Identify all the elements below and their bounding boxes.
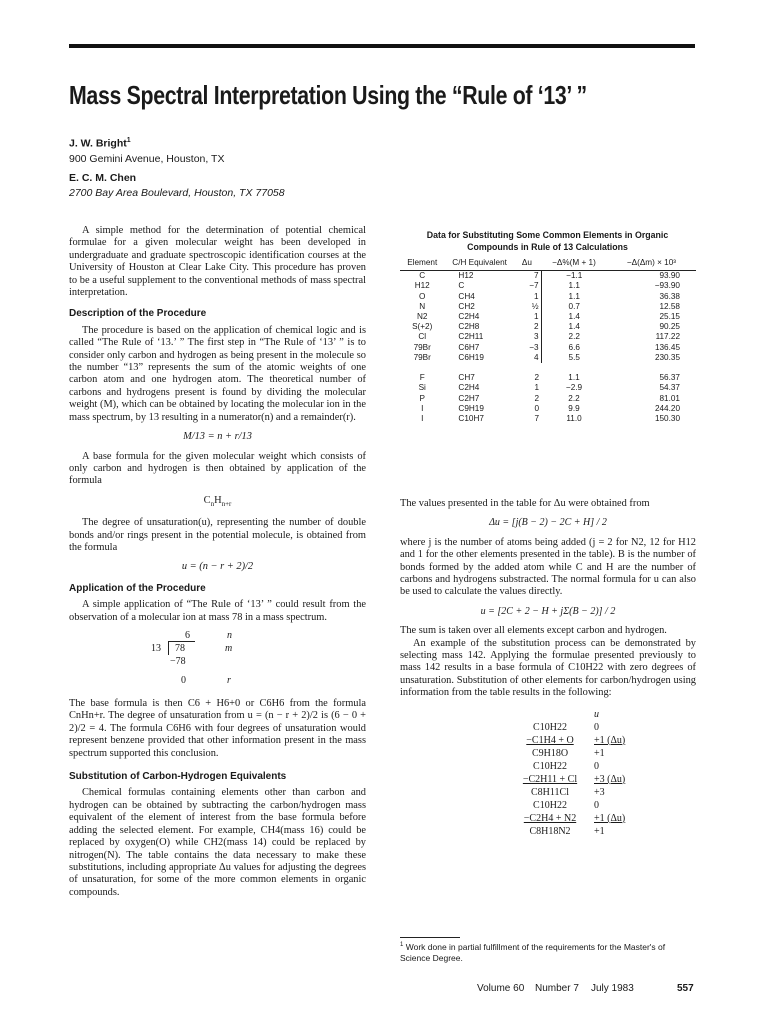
table-row	[400, 383, 696, 393]
cell-delta-dm: 244.20	[654, 403, 680, 413]
cell-element: F	[419, 373, 425, 383]
article-title: Mass Spectral Interpretation Using the “Rule of ‘13’ ”	[69, 80, 587, 110]
table-row	[400, 281, 696, 291]
division-quotient: 6	[185, 630, 190, 642]
substitution-row	[510, 812, 696, 825]
table-caption: Data for Substituting Some Common Elements in Organic Compounds in Rule of 13 Calculations	[426, 230, 669, 252]
substitution-example	[510, 708, 696, 838]
cell-delta-u: 2	[534, 393, 540, 403]
substitution-u-value: +3 (Δu)	[594, 773, 626, 785]
footer-volume: Volume 60	[477, 983, 525, 994]
left-column	[69, 225, 366, 899]
cell-ch-equivalent: C6H19	[458, 352, 484, 362]
cell-delta-m1: 11.0	[566, 414, 582, 424]
substitution-row	[510, 721, 696, 734]
author-2: E. C. M. Chen	[69, 172, 137, 184]
substitution-row	[510, 760, 696, 773]
cell-ch-equivalent: C2H4	[458, 383, 480, 393]
cell-delta-m1: 1.1	[568, 291, 580, 301]
substitution-head-u: u	[594, 708, 599, 720]
cell-ch-equivalent: C2H8	[458, 322, 480, 332]
equation-delta-u: Δu = [j(B − 2) − 2C + H] / 2	[489, 517, 607, 529]
equation-unsaturation: u = (n − r + 2)/2	[181, 561, 254, 573]
cell-delta-dm: 81.01	[659, 393, 680, 403]
address-2: 2700 Bay Area Boulevard, Houston, TX 77058	[69, 187, 285, 199]
description-paragraph: The procedure is based on the application of chemical logic and is called “The Rule of ‘13.’ ” The first step in “The Rule of ‘13’ ” is to consider only carbon and hydrogen as being present in the molecule so the number “13” represents the sum of the atomic weights of one carbon atom and one hydrogen atom. The theoretical number of carbons and hydrogens present is found by dividing the molecular weight (M), which can be obtained by locating the molecular ion in the mass spectrum, by 13 resulting in a numerator(n) and a remainder(r).	[69, 324, 366, 423]
cell-ch-equivalent: C10H7	[458, 414, 484, 424]
right-column	[400, 498, 696, 838]
table-group-2	[400, 373, 696, 424]
cell-delta-dm: −93.90	[654, 281, 680, 291]
cell-element: P	[419, 393, 425, 403]
cell-element: C	[419, 271, 426, 281]
substitution-row	[510, 747, 696, 760]
cell-delta-dm: 12.58	[659, 301, 680, 311]
cell-ch-equivalent: C2H11	[458, 332, 484, 342]
table-spacer-cell	[400, 363, 696, 373]
cell-ch-equivalent: C	[458, 281, 465, 291]
substitution-rows	[510, 721, 696, 838]
substitution-formula: C10H22	[533, 760, 567, 772]
table-row	[400, 302, 696, 312]
cell-delta-dm: 136.45	[654, 342, 680, 352]
division-label-m: m	[225, 643, 233, 655]
heading-application: Application of the Procedure	[69, 582, 206, 594]
cell-element: I	[421, 414, 424, 424]
cell-delta-u: 2	[513, 322, 541, 332]
substitution-u-value: 0	[594, 799, 599, 811]
substitution-u-value: +1	[594, 825, 605, 837]
substitution-u-value: +1 (Δu)	[594, 812, 626, 824]
substitution-row	[510, 734, 696, 747]
table-row	[400, 343, 696, 353]
cell-delta-m1: 1.1	[568, 281, 580, 291]
substitution-paragraph: Chemical formulas containing elements other than carbon and hydrogen can be obtained by subtracting the carbon/hydrogen mass equivalent of the element of interest from the base formula before adding the selected element. For example, CH4(mass 16) could be replaced by oxygen(O) while CH2(mass 14) could be replaced by nitrogen(N). The table contains the data necessary to make these substitutions, including appropriate Δu values for adjusting the degrees of unsaturation, for some of the more common elements in organic compounds.	[69, 787, 366, 898]
table-row	[400, 292, 696, 302]
table-spacer	[400, 363, 696, 373]
division-label-n: n	[227, 630, 232, 642]
cell-delta-u: ½	[513, 302, 541, 312]
author-1-name: J. W. Bright	[69, 137, 127, 150]
cell-delta-u: 0	[534, 403, 540, 413]
cell-delta-u: 1	[513, 312, 541, 322]
application-paragraph: A simple application of “The Rule of ‘13’ ” could result from the observation of a molecular ion at mass 78 in a mass spectrum.	[69, 599, 366, 623]
cell-element: O	[419, 291, 426, 301]
cell-delta-m1: −2.9	[565, 383, 583, 393]
cell-element: N	[419, 301, 426, 311]
header-delta-u: Δu	[513, 258, 541, 271]
footer-number: Number 7	[535, 983, 579, 994]
cell-ch-equivalent: C2H4	[458, 312, 480, 322]
example-paragraph: An example of the substitution process can be demonstrated by selecting mass 142. Applying the formulae presented previously to mass 142 results in a base formula of C10H22 with zero degrees of unsaturation. Substitution of other elements for carbon/hydrogen using information from the table results in the following:	[400, 637, 696, 699]
substitution-formula: C10H22	[533, 799, 567, 811]
header-delta-m1: −Δ%(M + 1)	[541, 258, 607, 271]
cell-delta-dm: 54.37	[659, 383, 680, 393]
footnote-mark: 1	[400, 942, 404, 948]
substitution-head-spacer	[510, 708, 590, 721]
cell-delta-m1: 0.7	[568, 301, 580, 311]
cell-delta-u: 2	[534, 373, 540, 383]
table-group-1	[400, 271, 696, 363]
substitution-formula: −C2H11 + Cl	[522, 773, 578, 785]
substitution-formula: C8H11Cl	[531, 786, 569, 798]
footnote-text: Work done in partial fulfillment of the requirements for the Master's of Science Degree.	[400, 941, 666, 963]
cell-element: 79Br	[413, 352, 431, 362]
cell-element: Cl	[418, 332, 427, 342]
cell-ch-equivalent: CH4	[458, 291, 475, 301]
footnote-rule	[400, 937, 460, 938]
substitution-u-value: 0	[594, 721, 599, 733]
cell-element: 79Br	[413, 342, 431, 352]
footer-date: July 1983	[591, 983, 634, 994]
cell-delta-m1: 9.9	[568, 403, 580, 413]
cell-delta-m1: 1.1	[568, 373, 580, 383]
substitution-u-value: +1	[594, 747, 605, 759]
cell-delta-dm: 36.38	[659, 291, 680, 301]
author-1	[69, 137, 131, 150]
table-header-row	[400, 258, 696, 271]
table-row	[400, 312, 696, 322]
division-divisor: 13	[151, 643, 161, 655]
cell-delta-u: 1	[534, 383, 540, 393]
table-row	[400, 353, 696, 363]
base-formula-paragraph: A base formula for the given molecular weight which consists of only carbon and hydrogen is then obtained by application of the formula	[69, 450, 366, 487]
substitution-row	[510, 786, 696, 799]
substitution-table	[400, 258, 696, 424]
footer-page-number: 557	[677, 983, 694, 994]
cell-delta-m1: −1.1	[566, 271, 583, 281]
cell-delta-dm: 150.30	[654, 414, 680, 424]
cell-delta-u: 7	[534, 414, 540, 424]
cell-delta-dm: 56.37	[659, 373, 680, 383]
cell-delta-dm: 117.22	[655, 332, 680, 342]
substitution-formula: −C1H4 + O	[526, 734, 574, 746]
cell-delta-u: 3	[513, 332, 541, 342]
cell-ch-equivalent: CH7	[458, 373, 475, 383]
substitution-row	[510, 773, 696, 786]
header-element: Element	[400, 258, 444, 271]
sum-paragraph: The sum is taken over all elements except carbon and hydrogen.	[400, 625, 667, 637]
where-paragraph: where j is the number of atoms being added (j = 2 for N2, 12 for H12 and 1 for the other elements presented in the table). B is the number of bonds formed by the added atom while C and H are the number of carbons and hydrogens substracted. The normal formula for u can also be used to calculate the values directly.	[400, 536, 696, 598]
cell-delta-u: −7	[513, 281, 541, 291]
values-paragraph: The values presented in the table for Δu were obtained from	[400, 498, 650, 509]
footnote	[400, 940, 696, 964]
table-row	[400, 271, 696, 282]
long-division	[151, 630, 366, 690]
substitution-u-value: +1 (Δu)	[594, 734, 626, 746]
substitution-head-row	[510, 708, 696, 721]
cell-ch-equivalent: C6H7	[458, 342, 480, 352]
substitution-row	[510, 799, 696, 812]
cell-delta-dm: 93.90	[659, 271, 680, 281]
division-subtract: −78	[170, 656, 186, 668]
intro-paragraph: A simple method for the determination of potential chemical formulae for a given molecular weight has been developed in undergraduate and graduate spectroscopic identification courses at the University of Houston at Clear Lake City. This procedure has proven to be a useful supplement to the conventional methods of mass spectral interpretation.	[69, 225, 366, 299]
header-delta-dm: −Δ(Δm) × 10³	[607, 258, 696, 271]
equation-base-formula: $C_nH_{n+r}$	[203, 494, 232, 508]
heading-substitution: Substitution of Carbon-Hydrogen Equivalents	[69, 771, 287, 783]
division-dividend: 78	[175, 643, 185, 655]
heading-description: Description of the Procedure	[69, 308, 207, 320]
table-row	[400, 322, 696, 332]
cell-element: H12	[414, 281, 430, 291]
table-row	[400, 373, 696, 383]
cell-delta-dm: 230.35	[654, 352, 680, 362]
cell-ch-equivalent: C9H19	[458, 403, 484, 413]
top-rule	[69, 44, 695, 48]
cell-ch-equivalent: CH2	[458, 301, 475, 311]
division-label-r: r	[227, 675, 231, 687]
table-row	[400, 394, 696, 404]
cell-delta-u: 4	[513, 353, 541, 363]
cell-ch-equivalent: H12	[458, 271, 474, 281]
cell-delta-m1: 2.2	[568, 332, 580, 342]
cell-delta-m1: 6.6	[568, 342, 580, 352]
address-1: 900 Gemini Avenue, Houston, TX	[69, 153, 225, 165]
cell-element: I	[421, 403, 424, 413]
table-row	[400, 414, 696, 424]
cell-delta-dm: 25.15	[659, 312, 680, 322]
substitution-formula: C9H18O	[531, 747, 569, 759]
table-row	[400, 332, 696, 342]
cell-delta-m1: 2.2	[568, 393, 580, 403]
cell-element: S(+2)	[412, 322, 433, 332]
cell-delta-u: −3	[513, 343, 541, 353]
table-row	[400, 404, 696, 414]
cell-delta-m1: 1.4	[568, 312, 580, 322]
unsaturation-paragraph: The degree of unsaturation(u), representing the number of double bonds and/or rings present in the potential molecule, is obtained from the formula	[69, 517, 366, 554]
equation-division: M/13 = n + r/13	[183, 431, 252, 443]
cell-delta-u: 7	[513, 271, 541, 282]
cell-element: N2	[416, 312, 428, 322]
cell-delta-dm: 90.25	[659, 322, 680, 332]
division-remainder: 0	[181, 675, 186, 687]
substitution-formula: C8H18N2	[529, 825, 571, 837]
substitution-formula: −C2H4 + N2	[523, 812, 577, 824]
cell-element: Si	[418, 383, 426, 393]
cell-ch-equivalent: C2H7	[458, 393, 480, 403]
header-ch-equivalent: C/H Equivalent	[444, 258, 512, 271]
benzene-paragraph: The base formula is then C6 + H6+0 or C6H6 from the formula CnHn+r. The degree of unsaturation from u = (n − r + 2)/2 is (6 − 0 + 2)/2 = 4. The formula C6H6 with four degrees of unsaturation would represent benzene provided that other information present in the mass spectrum supported this conclusion.	[69, 698, 366, 759]
cell-delta-m1: 5.5	[568, 352, 580, 362]
substitution-u-value: +3	[594, 786, 605, 798]
substitution-u-value: 0	[594, 760, 599, 772]
cell-delta-m1: 1.4	[568, 322, 580, 332]
substitution-row	[510, 825, 696, 838]
equation-u: u = [2C + 2 − H + jΣ(B − 2)] / 2	[480, 605, 616, 617]
author-1-footnote-mark: 1	[126, 137, 131, 144]
table-spacer-row	[400, 363, 696, 373]
substitution-formula: C10H22	[533, 721, 567, 733]
cell-delta-u: 1	[513, 292, 541, 302]
